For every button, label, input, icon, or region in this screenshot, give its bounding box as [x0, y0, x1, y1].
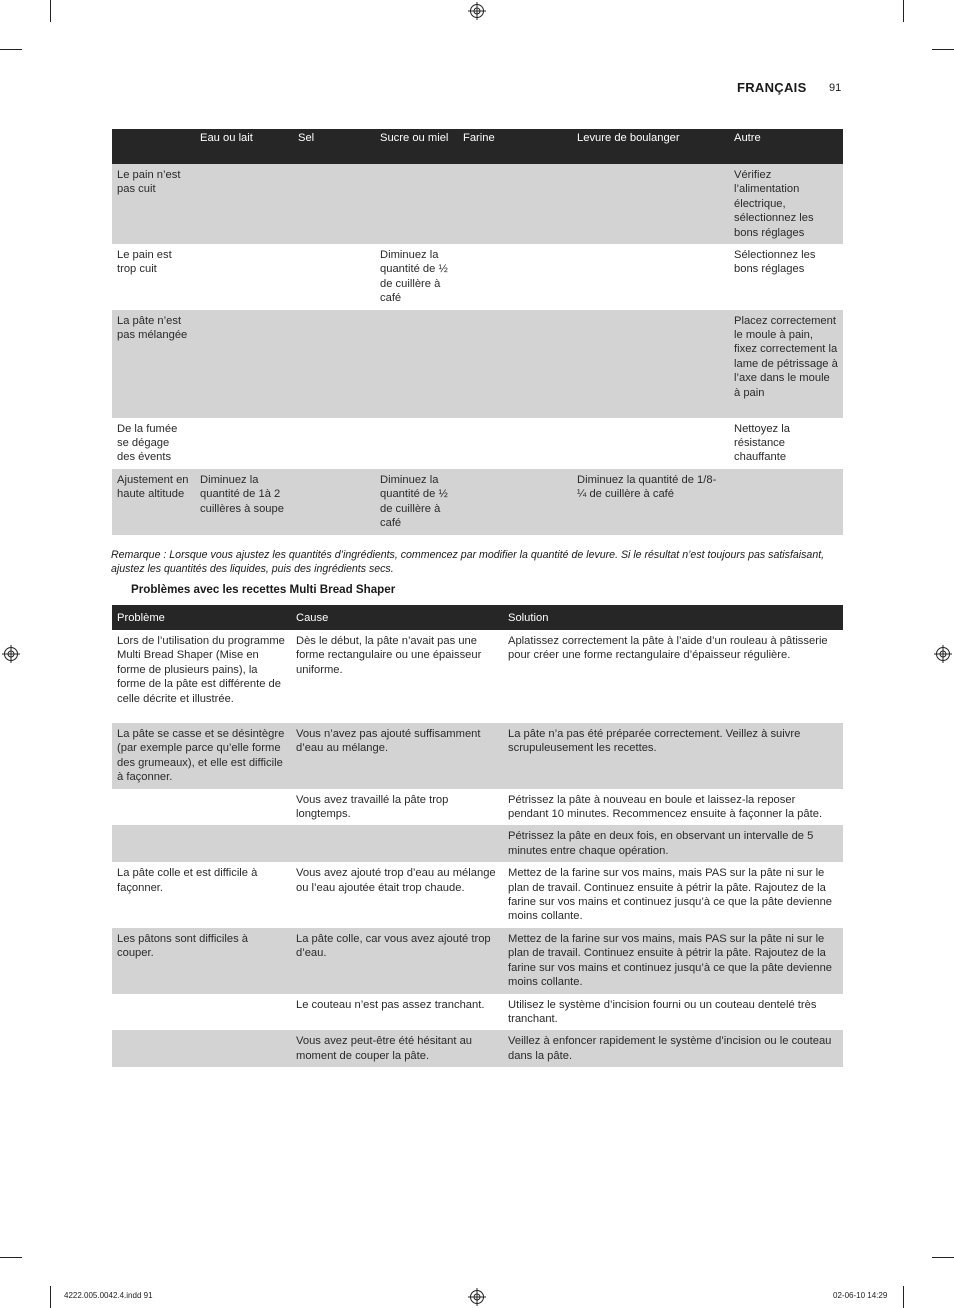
column-header: Cause: [291, 605, 503, 630]
table-cell: Dès le début, la pâte n’avait pas une forme rectangulaire ou une épaisseur uniforme.: [291, 630, 503, 723]
table-row: [112, 789, 843, 826]
column-header: Eau ou lait: [195, 129, 293, 164]
table-cell: Vous n’avez pas ajouté suffisamment d’eau au mélange.: [291, 723, 503, 789]
note-text: Remarque : Lorsque vous ajustez les quantités d’ingrédients, commencez par modifier la quantité de levure. Si le résultat n’est toujours pas satisfaisant, ajustez les quantités des liquides, puis des ingrédients secs.: [111, 549, 825, 576]
table-cell: Vous avez peut-être été hésitant au moment de couper la pâte.: [291, 1030, 503, 1067]
table-cell: La pâte n’est pas mélangée: [112, 310, 195, 418]
table-cell: Diminuez la quantité de 1/8-¼ de cuillère à café: [572, 469, 729, 535]
column-header: Problème: [112, 605, 291, 630]
table-row: [112, 825, 843, 862]
crop-mark: [0, 49, 22, 50]
table-cell: Ajustement en haute altitude: [112, 469, 195, 535]
table-cell: [195, 164, 293, 244]
table-row: [112, 418, 843, 469]
table-cell: Vérifiez l’alimentation électrique, sélectionnez les bons réglages: [729, 164, 843, 244]
table-cell: Placez correctement le moule à pain, fixez correctement la lame de pétrissage à l’axe dans le moule à pain: [729, 310, 843, 418]
table-cell: Aplatissez correctement la pâte à l’aide d’un rouleau à pâtisserie pour créer une forme rectangulaire d’épaisseur régulière.: [503, 630, 843, 723]
table-cell: [458, 164, 572, 244]
table-cell: La pâte colle, car vous avez ajouté trop d’eau.: [291, 928, 503, 994]
table-cell: [458, 310, 572, 418]
table-cell: [112, 994, 291, 1031]
column-header: Autre: [729, 129, 843, 164]
table-cell: [458, 418, 572, 469]
crop-mark: [0, 1257, 22, 1258]
table-cell: [195, 310, 293, 418]
column-header: Levure de boulanger: [572, 129, 729, 164]
table-cell: Mettez de la farine sur vos mains, mais PAS sur la pâte ni sur le plan de travail. Continuez ensuite à pétrir la pâte. Rajoutez de la farine sur vos mains et continuez jusqu’à ce que la pâte devienne moins collante.: [503, 928, 843, 994]
troubleshooting-table: [112, 605, 843, 1067]
table-cell: [195, 418, 293, 469]
column-header: [112, 129, 195, 164]
table-header-row: [112, 605, 843, 630]
table-row: [112, 164, 843, 244]
table-cell: Nettoyez la résistance chauffante: [729, 418, 843, 469]
table-cell: Sélectionnez les bons réglages: [729, 244, 843, 310]
registration-mark-icon: [2, 645, 20, 663]
table-cell: [729, 469, 843, 535]
table-row: [112, 862, 843, 928]
table-cell: Le pain n’est pas cuit: [112, 164, 195, 244]
column-header: Sel: [293, 129, 375, 164]
table-header-row: [112, 129, 843, 164]
table-cell: [572, 310, 729, 418]
registration-mark-icon: [468, 2, 486, 20]
table-cell: [572, 244, 729, 310]
table-row: [112, 723, 843, 789]
date-slug: 02-06-10 14:29: [833, 1291, 888, 1300]
crop-mark: [903, 1286, 904, 1308]
table-row: [112, 244, 843, 310]
table-cell: La pâte colle et est difficile à façonner.: [112, 862, 291, 928]
table-cell: [112, 789, 291, 826]
registration-mark-icon: [934, 645, 952, 663]
column-header: Farine: [458, 129, 572, 164]
table-row: [112, 469, 843, 535]
table-row: [112, 994, 843, 1031]
crop-mark: [50, 0, 51, 22]
file-slug: 4222.005.0042.4.indd 91: [64, 1291, 153, 1300]
table-cell: Pétrissez la pâte à nouveau en boule et laissez-la reposer pendant 10 minutes. Recommencez ensuite à façonner la pâte.: [503, 789, 843, 826]
table-row: [112, 630, 843, 723]
table-cell: [375, 164, 458, 244]
table-cell: [195, 244, 293, 310]
table-cell: Lors de l’utilisation du programme Multi Bread Shaper (Mise en forme de plusieurs pains), la forme de la pâte est différente de celle décrite et illustrée.: [112, 630, 291, 723]
table-cell: [375, 418, 458, 469]
table-cell: Diminuez la quantité de ½ de cuillère à café: [375, 469, 458, 535]
table-cell: Le pain est trop cuit: [112, 244, 195, 310]
table-row: [112, 928, 843, 994]
table-cell: [112, 825, 291, 862]
table-cell: Vous avez travaillé la pâte trop longtemps.: [291, 789, 503, 826]
table-cell: [293, 469, 375, 535]
table-cell: Diminuez la quantité de ½ de cuillère à café: [375, 244, 458, 310]
table-cell: [572, 164, 729, 244]
crop-mark: [50, 1286, 51, 1308]
table-cell: Veillez à enfoncer rapidement le système d’incision ou le couteau dans la pâte.: [503, 1030, 843, 1067]
table-cell: Diminuez la quantité de 1à 2 cuillères à soupe: [195, 469, 293, 535]
column-header: Sucre ou miel: [375, 129, 458, 164]
registration-mark-icon: [468, 1288, 486, 1306]
table-cell: [293, 244, 375, 310]
language-heading: FRANÇAIS: [737, 80, 807, 95]
table-cell: La pâte se casse et se désintègre (par exemple parce qu’elle forme des grumeaux), et elle est difficile à façonner.: [112, 723, 291, 789]
table-cell: La pâte n’a pas été préparée correctement. Veillez à suivre scrupuleusement les recettes.: [503, 723, 843, 789]
table-cell: [293, 164, 375, 244]
table-row: [112, 310, 843, 418]
table-cell: [572, 418, 729, 469]
table-cell: Vous avez ajouté trop d’eau au mélange ou l’eau ajoutée était trop chaude.: [291, 862, 503, 928]
table-cell: Mettez de la farine sur vos mains, mais PAS sur la pâte ni sur le plan de travail. Continuez ensuite à pétrir la pâte. Rajoutez de la farine sur vos mains et continuez jusqu’à ce que la pâte devienne moins collante.: [503, 862, 843, 928]
section-title: Problèmes avec les recettes Multi Bread Shaper: [131, 583, 396, 596]
table-cell: [112, 1030, 291, 1067]
table-cell: [458, 244, 572, 310]
table-cell: Les pâtons sont difficiles à couper.: [112, 928, 291, 994]
crop-mark: [932, 49, 954, 50]
table-cell: [293, 418, 375, 469]
table-cell: [293, 310, 375, 418]
table-cell: Le couteau n’est pas assez tranchant.: [291, 994, 503, 1031]
column-header: Solution: [503, 605, 843, 630]
table-cell: [291, 825, 503, 862]
page-number: 91: [829, 82, 842, 94]
table-row: [112, 1030, 843, 1067]
table-cell: Pétrissez la pâte en deux fois, en observant un intervalle de 5 minutes entre chaque opération.: [503, 825, 843, 862]
table-cell: Utilisez le système d’incision fourni ou un couteau dentelé très tranchant.: [503, 994, 843, 1031]
table-cell: [458, 469, 572, 535]
table-cell: [375, 310, 458, 418]
ingredient-adjustment-table: [112, 129, 843, 535]
crop-mark: [932, 1257, 954, 1258]
crop-mark: [903, 0, 904, 22]
table-cell: De la fumée se dégage des évents: [112, 418, 195, 469]
